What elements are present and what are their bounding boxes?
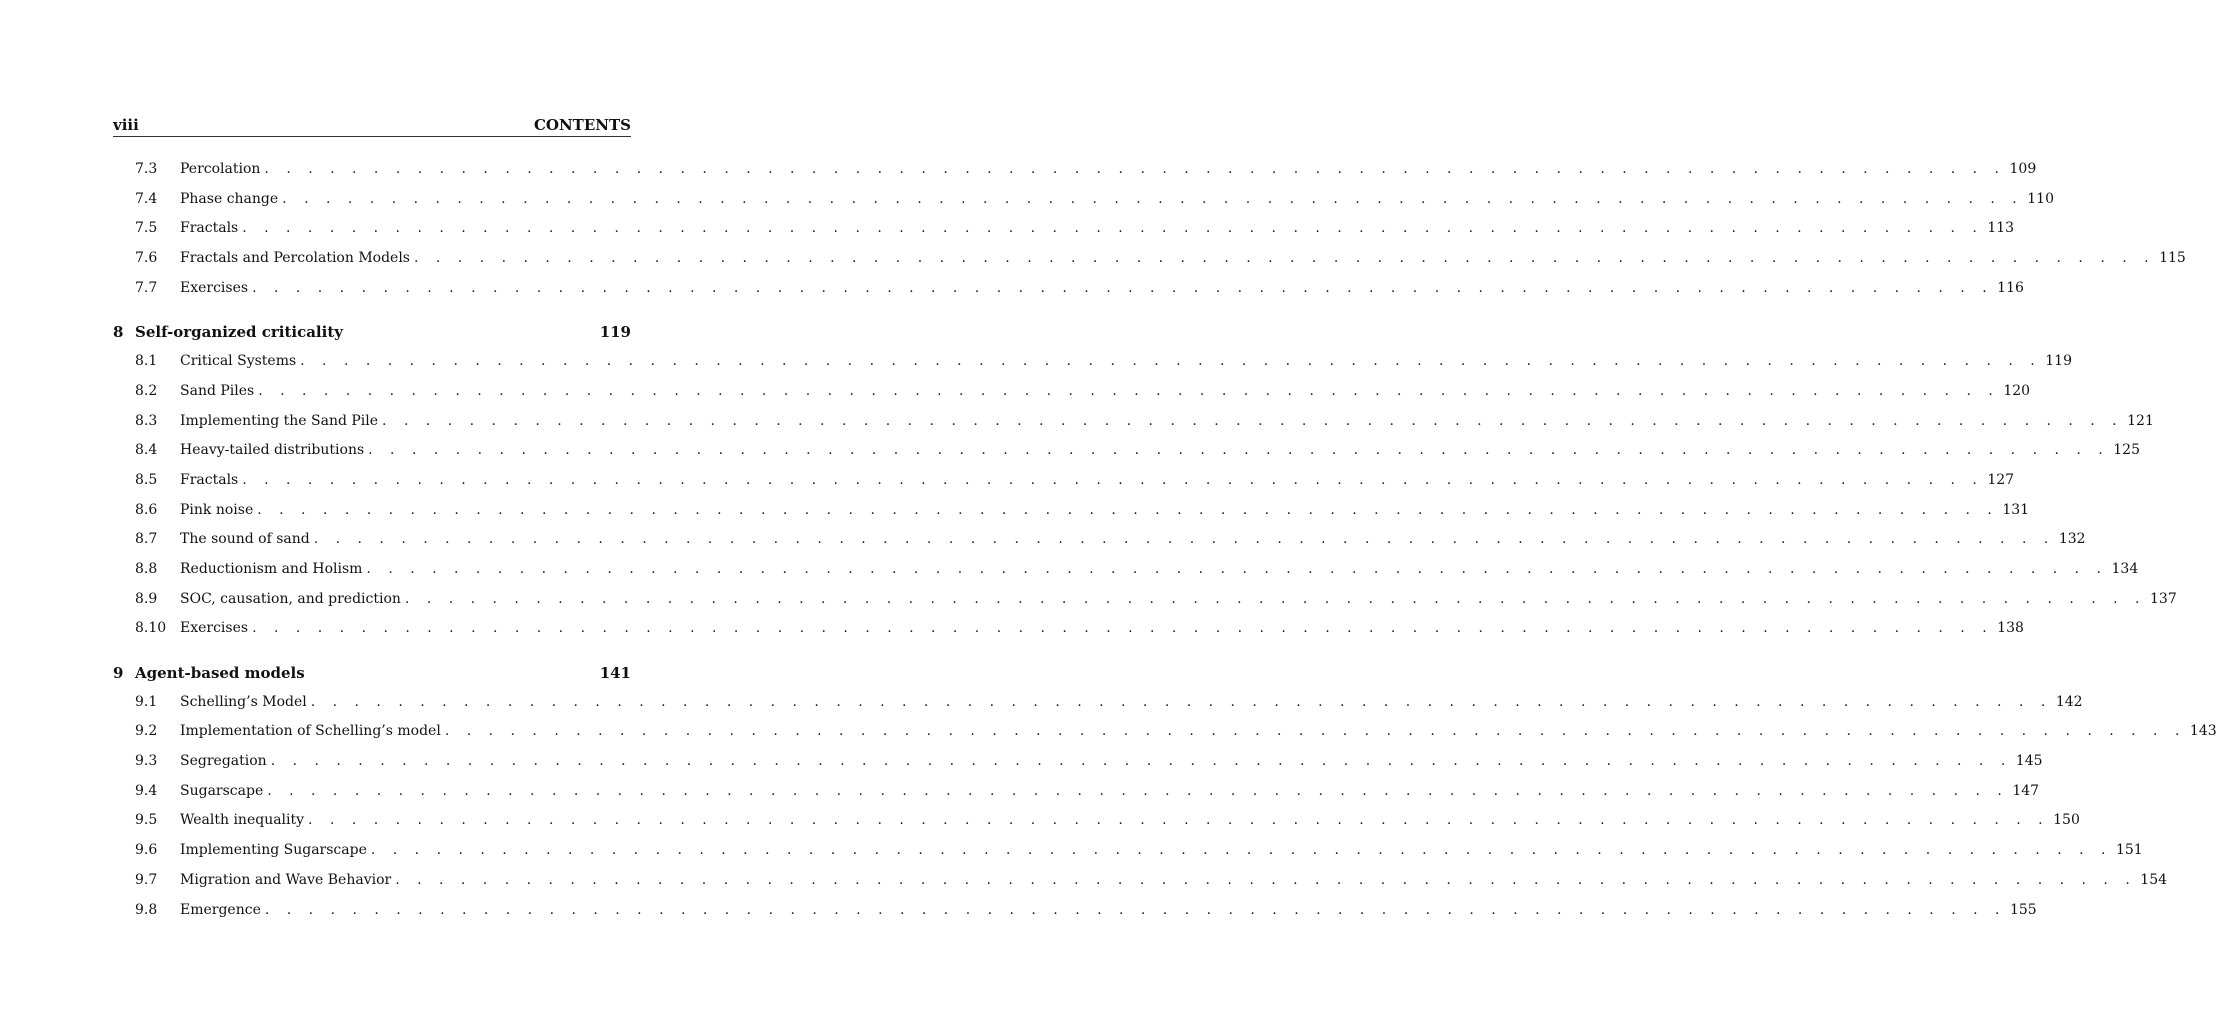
section-page: 155	[2009, 901, 2037, 918]
section-page: 119	[2045, 353, 2072, 370]
section-number: 8.2	[135, 382, 158, 399]
section-page: 151	[2115, 842, 2143, 859]
toc-entry[interactable]	[113, 782, 2040, 813]
dot-leader: . . . . . . . . . . . . . . . . . . . . . . . . . . . . . . . . . . . . . . . . . . . . . . . . . . . . . . . . . . . . . . . . . . . . . . . . . . . . . . . .	[370, 842, 2112, 859]
section-title: Pink noise	[180, 501, 254, 518]
toc-entry[interactable]	[113, 279, 2024, 310]
section-page: 125	[2113, 442, 2140, 459]
dot-leader: . . . . . . . . . . . . . . . . . . . . . . . . . . . . . . . . . . . . . . . . . . . . . . . . . . . . . . . . . . . . . . . . . . . . . . . . . . . . . . . .	[310, 693, 2052, 710]
toc-entry[interactable]	[113, 693, 2083, 724]
section-title: Implementation of Schelling’s model	[180, 723, 441, 740]
section-page: 147	[2012, 782, 2040, 799]
section-number: 8.10	[135, 620, 167, 637]
section-number: 8.3	[135, 412, 158, 429]
chapter-title: Agent-based models	[135, 664, 305, 682]
section-page: 154	[2140, 871, 2168, 888]
section-number: 7.3	[135, 161, 158, 177]
dot-leader: . . . . . . . . . . . . . . . . . . . . . . . . . . . . . . . . . . . . . . . . . . . . . . . . . . . . . . . . . . . . . . . . . . . . . . . . . . . . . . . .	[270, 753, 2012, 770]
section-title: Phase change	[180, 190, 279, 207]
toc-entry[interactable]	[113, 842, 2143, 872]
toc-entry[interactable]	[113, 560, 2139, 591]
page-number-label: viii	[113, 116, 139, 134]
dot-leader: . . . . . . . . . . . . . . . . . . . . . . . . . . . . . . . . . . . . . . . . . . . . . . . . . . . . . . . . . . . . . . . . . . . . . . . . . . . . . . . .	[366, 560, 2108, 577]
toc-entry[interactable]	[113, 382, 2031, 413]
section-title: Implementing Sugarscape	[180, 842, 367, 859]
section-number: 9.6	[135, 842, 158, 859]
section-title: The sound of sand	[180, 531, 310, 548]
section-title: Exercises	[180, 620, 249, 637]
toc-chapter[interactable]	[113, 323, 631, 353]
chapter-page: 119	[599, 323, 631, 342]
toc-entry[interactable]	[113, 190, 2054, 221]
dot-leader: . . . . . . . . . . . . . . . . . . . . . . . . . . . . . . . . . . . . . . . . . . . . . . . . . . . . . . . . . . . . . . . . . . . . . . . . . . . . . . . .	[242, 220, 1984, 237]
section-page: 113	[1987, 220, 2015, 237]
section-number: 9.3	[135, 753, 158, 770]
toc-entry[interactable]	[113, 161, 2037, 191]
section-title: Emergence	[180, 901, 261, 918]
chapter-number: 9	[113, 664, 124, 682]
section-number: 9.1	[135, 693, 158, 710]
toc-page	[113, 116, 2217, 931]
toc-entry[interactable]	[113, 723, 2217, 753]
dot-leader: . . . . . . . . . . . . . . . . . . . . . . . . . . . . . . . . . . . . . . . . . . . . . . . . . . . . . . . . . . . . . . . . . . . . . . . . . . . . . . . .	[282, 190, 2024, 207]
section-page: 132	[2058, 531, 2086, 548]
dot-leader: . . . . . . . . . . . . . . . . . . . . . . . . . . . . . . . . . . . . . . . . . . . . . . . . . . . . . . . . . . . . . . . . . . . . . . . . . . . . . . . .	[382, 412, 2124, 429]
section-page: 110	[2027, 190, 2054, 207]
section-title: Wealth inequality	[180, 812, 305, 829]
section-page: 138	[1997, 620, 2024, 637]
section-title: Heavy-tailed distributions	[180, 442, 365, 459]
section-page: 134	[2111, 560, 2139, 577]
section-number: 8.4	[135, 442, 158, 459]
section-number: 9.4	[135, 782, 158, 799]
section-title: Reductionism and Holism	[180, 560, 363, 577]
section-title: Fractals	[180, 220, 239, 237]
toc-entry[interactable]	[113, 871, 2168, 902]
toc-entry[interactable]	[113, 501, 2030, 532]
table-of-contents	[113, 161, 2217, 931]
section-page: 137	[2150, 590, 2177, 607]
section-title: Migration and Wave Behavior	[180, 871, 392, 888]
dot-leader: . . . . . . . . . . . . . . . . . . . . . . . . . . . . . . . . . . . . . . . . . . . . . . . . . . . . . . . . . . . . . . . . . . . . . . . . . . . . . . . .	[264, 901, 2006, 918]
toc-entry[interactable]	[113, 812, 2080, 842]
section-number: 8.5	[135, 471, 158, 488]
section-title: Critical Systems	[180, 353, 297, 370]
dot-leader: . . . . . . . . . . . . . . . . . . . . . . . . . . . . . . . . . . . . . . . . . . . . . . . . . . . . . . . . . . . . . . . . . . . . . . . . . . . . . . . .	[300, 353, 2042, 370]
toc-entry[interactable]	[113, 471, 2015, 502]
section-page: 109	[2009, 161, 2037, 177]
section-title: Fractals	[180, 471, 239, 488]
toc-entry[interactable]	[113, 531, 2086, 561]
section-page: 131	[2002, 501, 2030, 518]
section-number: 7.7	[135, 279, 158, 296]
section-number: 8.9	[135, 590, 158, 607]
section-number: 8.6	[135, 501, 158, 518]
section-number: 9.8	[135, 901, 158, 918]
section-title: Percolation	[180, 161, 261, 177]
toc-entry[interactable]	[113, 590, 2177, 621]
toc-entry[interactable]	[113, 620, 2024, 650]
chapter-title: Self-organized criticality	[135, 323, 343, 342]
dot-leader: . . . . . . . . . . . . . . . . . . . . . . . . . . . . . . . . . . . . . . . . . . . . . . . . . . . . . . . . . . . . . . . . . . . . . . . . . . . . . . . .	[267, 782, 2009, 799]
toc-entry[interactable]	[113, 353, 2072, 383]
toc-entry[interactable]	[113, 442, 2140, 472]
section-number: 8.1	[135, 353, 158, 370]
dot-leader: . . . . . . . . . . . . . . . . . . . . . . . . . . . . . . . . . . . . . . . . . . . . . . . . . . . . . . . . . . . . . . . . . . . . . . . . . . . . . . . .	[313, 531, 2055, 548]
section-number: 7.6	[135, 250, 158, 267]
dot-leader: . . . . . . . . . . . . . . . . . . . . . . . . . . . . . . . . . . . . . . . . . . . . . . . . . . . . . . . . . . . . . . . . . . . . . . . . . . . . . . . .	[252, 620, 1994, 637]
section-title: Segregation	[180, 753, 267, 770]
section-page: 145	[2015, 753, 2043, 770]
section-page: 142	[2055, 693, 2083, 710]
section-page: 116	[1997, 279, 2024, 296]
section-title: Schelling’s Model	[180, 693, 307, 710]
section-page: 120	[2003, 382, 2031, 399]
section-title: Sand Piles	[180, 382, 255, 399]
section-title: Implementing the Sand Pile	[180, 412, 379, 429]
section-number: 7.4	[135, 190, 158, 207]
toc-entry[interactable]	[113, 220, 2015, 250]
dot-leader: . . . . . . . . . . . . . . . . . . . . . . . . . . . . . . . . . . . . . . . . . . . . . . . . . . . . . . . . . . . . . . . . . . . . . . . . . . . . . . . .	[308, 812, 2050, 829]
section-page: 121	[2127, 412, 2154, 429]
toc-entry[interactable]	[113, 412, 2154, 443]
dot-leader: . . . . . . . . . . . . . . . . . . . . . . . . . . . . . . . . . . . . . . . . . . . . . . . . . . . . . . . . . . . . . . . . . . . . . . . . . . . . . . . .	[252, 279, 1994, 296]
section-number: 9.2	[135, 723, 158, 740]
section-number: 9.5	[135, 812, 158, 829]
dot-leader: . . . . . . . . . . . . . . . . . . . . . . . . . . . . . . . . . . . . . . . . . . . . . . . . . . . . . . . . . . . . . . . . . . . . . . . . . . . . . . . .	[242, 471, 1984, 488]
page-header	[113, 116, 631, 137]
section-number: 7.5	[135, 220, 158, 237]
toc-entry[interactable]	[113, 250, 2186, 280]
chapter-page: 141	[599, 664, 631, 682]
section-number: 9.7	[135, 871, 158, 888]
dot-leader: . . . . . . . . . . . . . . . . . . . . . . . . . . . . . . . . . . . . . . . . . . . . . . . . . . . . . . . . . . . . . . . . . . . . . . . . . . . . . . . .	[258, 382, 2000, 399]
section-page: 143	[2189, 723, 2217, 740]
section-title: Sugarscape	[180, 782, 264, 799]
dot-leader: . . . . . . . . . . . . . . . . . . . . . . . . . . . . . . . . . . . . . . . . . . . . . . . . . . . . . . . . . . . . . . . . . . . . . . . . . . . . . . . .	[404, 590, 2147, 607]
toc-entry[interactable]	[113, 901, 2037, 932]
section-title: Exercises	[180, 279, 249, 296]
section-title: SOC, causation, and prediction	[180, 590, 401, 607]
dot-leader: . . . . . . . . . . . . . . . . . . . . . . . . . . . . . . . . . . . . . . . . . . . . . . . . . . . . . . . . . . . . . . . . . . . . . . . . . . . . . . . .	[444, 723, 2186, 740]
section-page: 150	[2053, 812, 2080, 829]
dot-leader: . . . . . . . . . . . . . . . . . . . . . . . . . . . . . . . . . . . . . . . . . . . . . . . . . . . . . . . . . . . . . . . . . . . . . . . . . . . . . . . .	[368, 442, 2110, 459]
dot-leader: . . . . . . . . . . . . . . . . . . . . . . . . . . . . . . . . . . . . . . . . . . . . . . . . . . . . . . . . . . . . . . . . . . . . . . . . . . . . . . . .	[414, 250, 2156, 267]
dot-leader: . . . . . . . . . . . . . . . . . . . . . . . . . . . . . . . . . . . . . . . . . . . . . . . . . . . . . . . . . . . . . . . . . . . . . . . . . . . . . . . .	[257, 501, 1999, 518]
chapter-number: 8	[113, 323, 124, 342]
section-title: Fractals and Percolation Models	[180, 250, 410, 267]
running-title: CONTENTS	[533, 116, 631, 134]
toc-entry[interactable]	[113, 753, 2043, 783]
section-number: 8.7	[135, 531, 158, 548]
section-page: 127	[1987, 471, 2015, 488]
section-number: 8.8	[135, 560, 158, 577]
section-page: 115	[2159, 250, 2186, 267]
toc-chapter[interactable]	[113, 664, 631, 694]
dot-leader: . . . . . . . . . . . . . . . . . . . . . . . . . . . . . . . . . . . . . . . . . . . . . . . . . . . . . . . . . . . . . . . . . . . . . . . . . . . . . . . .	[264, 161, 2006, 177]
dot-leader: . . . . . . . . . . . . . . . . . . . . . . . . . . . . . . . . . . . . . . . . . . . . . . . . . . . . . . . . . . . . . . . . . . . . . . . . . . . . . . . .	[395, 871, 2137, 888]
